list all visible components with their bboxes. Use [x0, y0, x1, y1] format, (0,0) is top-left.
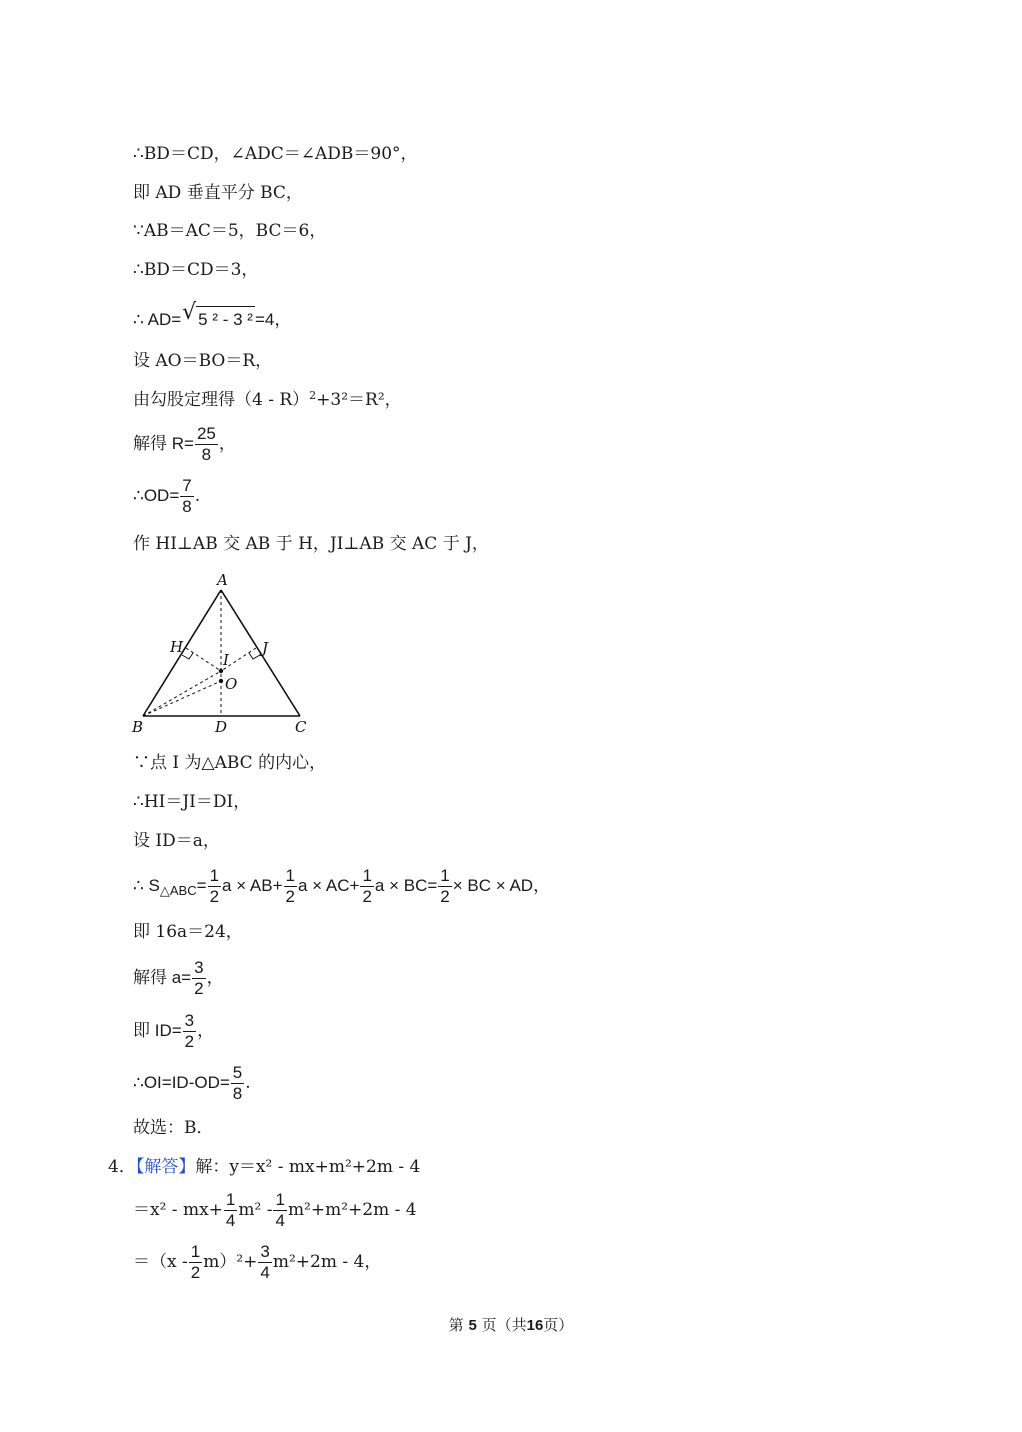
line-ad-sqrt [133, 300, 292, 331]
pythagoras-right: +3²＝R²， [316, 390, 402, 410]
fraction-half-3: $\frac{1}{2}$ [362, 866, 372, 906]
footer-mid: 页（共 [481, 1316, 527, 1334]
right-angle-j [249, 653, 260, 659]
label-b: B [132, 718, 144, 736]
line-given-sides: ∵AB＝AC＝5，BC＝6， [133, 221, 327, 241]
id-prefix: 即 ID= [133, 1021, 182, 1040]
fraction-id: $\frac{3}{2}$ [184, 1011, 195, 1051]
line-set-a: 设 ID＝a， [133, 831, 220, 851]
area-term-ad: × BC × AD， [452, 875, 551, 895]
q4-l2-mid: m² - [238, 1200, 273, 1220]
fraction-half-1: $\frac{1}{2}$ [209, 866, 220, 906]
q4-line-3 [133, 1242, 381, 1283]
line-area [133, 866, 550, 907]
line-answer: 故选：B． [133, 1118, 214, 1138]
label-o: O [225, 675, 238, 693]
fraction-three-quarters: $\frac{3}{4}$ [260, 1242, 270, 1282]
label-d: D [215, 718, 228, 736]
fraction-quarter-1: $\frac{1}{4}$ [225, 1190, 236, 1230]
fraction-r: $\frac{25}{8}$ [196, 424, 216, 464]
solve-a-prefix: 解得 a= [133, 968, 192, 987]
q4-l3-pre: ＝（x - [133, 1252, 188, 1272]
line-solve-r: 解得 R= $\frac{25}{8}$ ， [133, 424, 236, 464]
fraction-od: $\frac{7}{8}$ [182, 476, 192, 516]
label-j: J [262, 639, 269, 657]
pythagoras-left: 由勾股定理得（4 - R） [133, 390, 310, 410]
fraction-half-4: $\frac{1}{2}$ [440, 866, 450, 906]
line-solve-a: 解得 a= $\frac{3}{2}$ ， [133, 958, 224, 998]
line-bd-cd-3: ∴BD＝CD＝3， [133, 260, 259, 280]
radicand: 5 ² - 3 ² [196, 306, 255, 331]
q4-heading [108, 1156, 420, 1178]
fraction-half-2: $\frac{1}{2}$ [285, 866, 295, 906]
area-term-ab: a × AB+ [222, 875, 283, 895]
line-bd-cd: ∴BD＝CD，∠ADC＝∠ADB＝90°， [133, 144, 418, 164]
label-h: H [170, 638, 184, 656]
q4-l3-post: m²+2m - 4， [272, 1252, 382, 1272]
line-construct: 作 HI⊥AB 交 AB 于 H，JI⊥AB 交 AC 于 J， [133, 534, 489, 554]
fraction-oi: $\frac{5}{8}$ [232, 1063, 243, 1103]
footer-pre: 第 [448, 1316, 464, 1334]
page-number: 5 [468, 1317, 477, 1334]
line-pythagoras: 由勾股定理得（4 - R）$^2$+3²＝R²， [133, 389, 402, 410]
area-term-ac: a × AC+ [298, 875, 360, 895]
right-angle-h [182, 653, 193, 659]
line-set-r: 设 AO＝BO＝R， [133, 351, 273, 371]
fraction-half-q4: $\frac{1}{2}$ [190, 1242, 201, 1282]
label-a: A [217, 571, 228, 589]
q4-l2-pre: ＝x² - mx+ [133, 1200, 223, 1220]
q4-line-2 [133, 1190, 417, 1231]
total-pages: 16 [526, 1317, 544, 1334]
segment-bi [143, 671, 221, 716]
oi-prefix: ∴OI=ID-OD= [133, 1073, 230, 1092]
fraction-a: $\frac{3}{2}$ [194, 958, 204, 998]
solve-r-prefix: 解得 R= [133, 434, 194, 453]
q4-equation: 解：y＝x² - mx+m²+2m - 4 [195, 1157, 421, 1177]
line-od: ∴OD= $\frac{7}{8}$ . [133, 476, 201, 516]
od-prefix: ∴OD= [133, 486, 180, 505]
side-ac [221, 590, 300, 716]
q4-l2-post: m²+m²+2m - 4 [287, 1200, 417, 1220]
point-i [219, 669, 223, 673]
q4-answer-tag: 【解答】 [135, 1157, 196, 1177]
fraction-quarter-2: $\frac{1}{4}$ [275, 1190, 285, 1230]
line-id: 即 ID= $\frac{3}{2}$ ， [133, 1011, 215, 1051]
segment-hi [186, 648, 221, 671]
area-eq: = [196, 875, 207, 895]
line-oi: ∴OI=ID-OD= $\frac{5}{8}$ . [133, 1063, 251, 1103]
line-incenter: ∵点 I 为△ABC 的内心， [133, 753, 327, 773]
ad-prefix: ∴ AD= [133, 310, 182, 329]
area-term-bc: a × BC= [374, 875, 438, 895]
label-i: I [223, 651, 229, 669]
q4-number: 4． [108, 1157, 136, 1177]
footer-post: 页） [543, 1316, 574, 1334]
line-ad-bisects: 即 AD 垂直平分 BC， [133, 183, 303, 203]
page-footer [0, 1314, 1022, 1337]
ad-result: =4， [254, 310, 292, 329]
line-16a: 即 16a＝24， [133, 922, 243, 942]
point-o [219, 679, 223, 683]
triangle-figure [128, 568, 318, 740]
line-equal-radii: ∴HI＝JI＝DI， [133, 792, 251, 812]
area-subscript: △ABC [159, 882, 197, 898]
sqrt-expression: √ 5 ² - 3 ² [182, 300, 253, 329]
q4-l3-mid: m）²+ [203, 1252, 258, 1272]
area-s: ∴ S [133, 875, 160, 895]
label-c: C [295, 718, 307, 736]
